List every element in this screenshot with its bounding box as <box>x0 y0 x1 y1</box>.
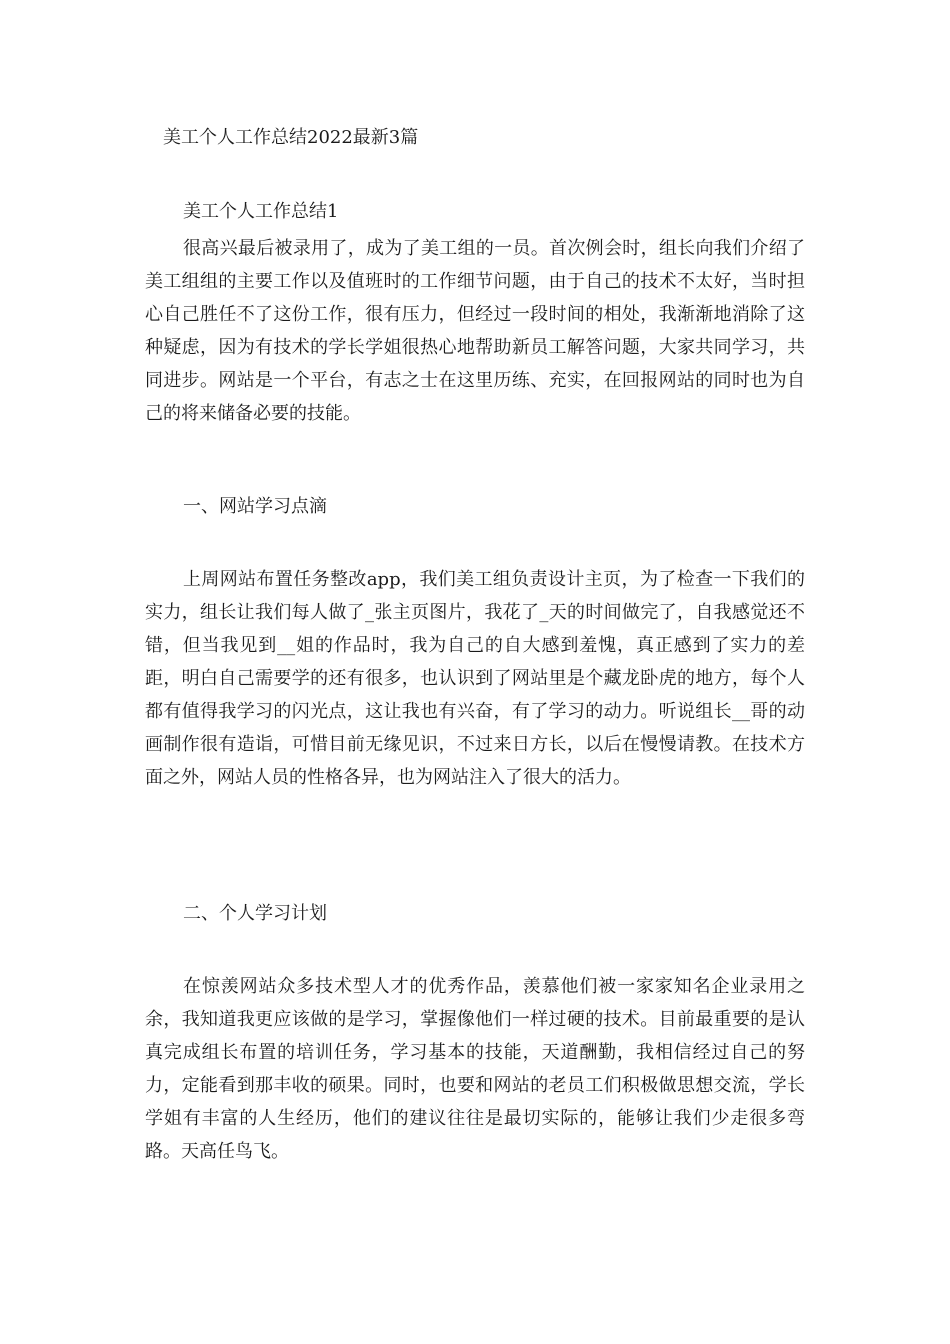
document-subtitle: 美工个人工作总结1 <box>183 201 339 222</box>
intro-paragraph: 很高兴最后被录用了，成为了美工组的一员。首次例会时，组长向我们介绍了美工组组的主要工作以及值班时的工作细节问题，由于自己的技术不太好，当时担心自己胜任不了这份工作，很有压力，但经过一段时间的相处，我渐渐地消除了这种疑虑，因为有技术的学长学姐很热心地帮助新员工解答问题，大家共同学习，共同进步。网站是一个平台，有志之士在这里历练、充实，在回报网站的同时也为自己的将来储备必要的技能。 <box>145 238 805 424</box>
document-title: 美工个人工作总结2022最新3篇 <box>163 127 419 148</box>
section-heading-2: 二、个人学习计划 <box>183 903 327 924</box>
section-body-1: 上周网站布置任务整改app，我们美工组负责设计主页，为了检查一下我们的实力，组长让我们每人做了_张主页图片，我花了_天的时间做完了，自我感觉还不错，但当我见到__姐的作品时，我为自己的自大感到羞愧，真正感到了实力的差距，明白自己需要学的还有很多，也认识到了网站里是个藏龙卧虎的地方，每个人都有值得我学习的闪光点，这让我也有兴奋，有了学习的动力。听说组长__哥的动画制作很有造诣，可惜目前无缘见识，不过来日方长，以后在慢慢请教。在技术方面之外，网站人员的性格各异，也为网站注入了很大的活力。 <box>145 569 805 788</box>
section-heading-1: 一、网站学习点滴 <box>183 496 327 517</box>
section-body-2: 在惊羡网站众多技术型人才的优秀作品，羡慕他们被一家家知名企业录用之余，我知道我更应该做的是学习，掌握像他们一样过硬的技术。目前最重要的是认真完成组长布置的培训任务，学习基本的技能，天道酬勤，我相信经过自己的努力，定能看到那丰收的硕果。同时，也要和网站的老员工们积极做思想交流，学长学姐有丰富的人生经历，他们的建议往往是最切实际的，能够让我们少走很多弯路。天高任鸟飞。 <box>145 976 805 1162</box>
